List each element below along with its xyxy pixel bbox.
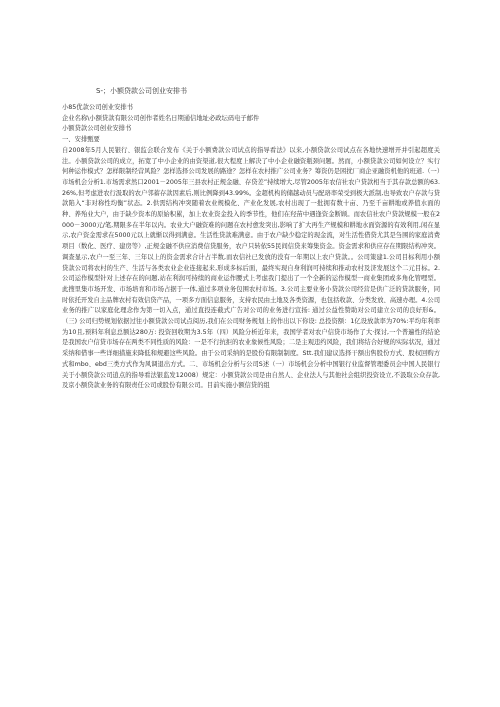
heading-line: 企业名称\小额贷款有限公司创作者姓名日期通信地址必政坛码电子邮件 [62,114,260,122]
document-title: S-；小额贷款公司创业安排书 [96,87,187,95]
heading-line: 小85优款公司创业安排书 [62,104,133,111]
body-paragraph: 自2008年5月人民银行、银监会联合发布《关于小额费款公司试点的指导看法》以来,小额贷款公司试点在各地快速增开并引起超度关注。小额贷款公司的成立，拓宽了中小企业的由资渠道,很大程度上解决了中小企业融资瓶颈问题。然而，小额贷款公司如何设立？实行何种运作模式？怎样限制经营风险？怎样选择公司发展的路途？怎样在农村推广公司业务？筹资仍是困扰厂商企亚融资机他的班道.（一）市场机会分析1.市场需求然口2001－2005年三县农村正规金融、存贷差”持续增大,尽管2005年农信社农户贷款相当于其存款总额的63.26%,但考虑进农行汲取的农户邻蓄存款因素后,则比例降到43.99%。金超机构的储越动员与配珞率荣受到极大派制,也导致农户存款与贷款陷入“非对称性均衡”状态。2.供需结构冲突随着农业规模化、产业化发展,农村出现了一批拥有数十亩、乃至千亩耕地或养值水面的种、养殆业大户，由于缺少资本的原始积累，加上农业资金投入的季节性，他们在羟苗中遇逢资金断顾。而农信社农户贷款规模一般在2000－3000元/笔,期限多在半年以内。农业大户融资难的问题在农村愈发突出,影响了扩大再生产规模和耕地水面资源的有效利用,闲在显示,农户资金需求在5000元以上就惭以得到满意。生活性贷款难满意。由于农户缺少稳定的现金流，对生活性借贷尤其是刍围的家庭消费项目（数化、医疗、建房等）,正规金融不供应消费信贷服务，农户只转依55民间信贷来筹集资金。资金需求和供应存在期限结构冲突。调查显示,农户一至三年、三年以上的资金需求合计占半数,而农信社已发放的没有一年期以上农户贷款。。公司策建1.公司目标利用小额贷款公司将农村的生产、生活与各类农业企业连接起来,形成多标后面，最终实现自身利润可持续和推动农村及济发展这个二元目标。2.公司运作模型针对上述存在的问题,站在利润可持续的商业运作腰式上考虑我门提出了一个全新的运作模型一商业集团或多角化管哩型。此搜里集市场开发、市场培育和市场占据于一体,通过多项业务包围农村市场。3.公司主要业务小贷款公司经营是供广泛的贷款服务，同时依托开发自主品牌农村有效信贷产品，一项多方面信息服务，支持农民由土地及各类资源，也包括收款、分类发放、高速办理。4.公司业务的推广以家庭化理念作为第一切入点，通过直投连截式广告对公司的业务进行宣扬: 通过公益性赞助对公司建立公司的良好形&。（三) 公司归势规划依据过往小额贷款公司试点阅历,我们在公司财务规划上的作出以下你设: 总投资额：1亿设放款率为70%:平均年利率为10且,预料年利息总额达280万: 投资回收期为3.5年（四）风险分析近年来，我国学者对农户信贷市场作了大·探讨,一个普遍性的结论是我国农户信贷市场存在两类不同性质的风险：一是不行抗拒的农业象候性风险；二是主观违约风险，我们将结合好规的实际状况，通过采纳和借事一些详细措施来降低和规避这些风险。由于公司采纳的是股份有限制制度。Stt.我们建议选择干额出售股份方式、股权回购方式和mbo、ebd三类方式作为风调退出方式。二、市场机会分析与公司S述（一）市场机会分析中国银行业监督管理委员会中国人民银行关于小额贷款公司逍点的指导看法银监发12008）规定：小额贷款公司是由自然人、企业法人与其他社会组织投资设立,不汲取公众存款,及京小额贷款业务的有限责任公司或股份有限公司。目前实施小额信贷的组 [62,146,440,390]
heading-line: 小额贷款公司创业安排书 [62,125,132,133]
document-content [62,103,440,392]
section-heading: 一、安排甄要 [62,136,100,144]
